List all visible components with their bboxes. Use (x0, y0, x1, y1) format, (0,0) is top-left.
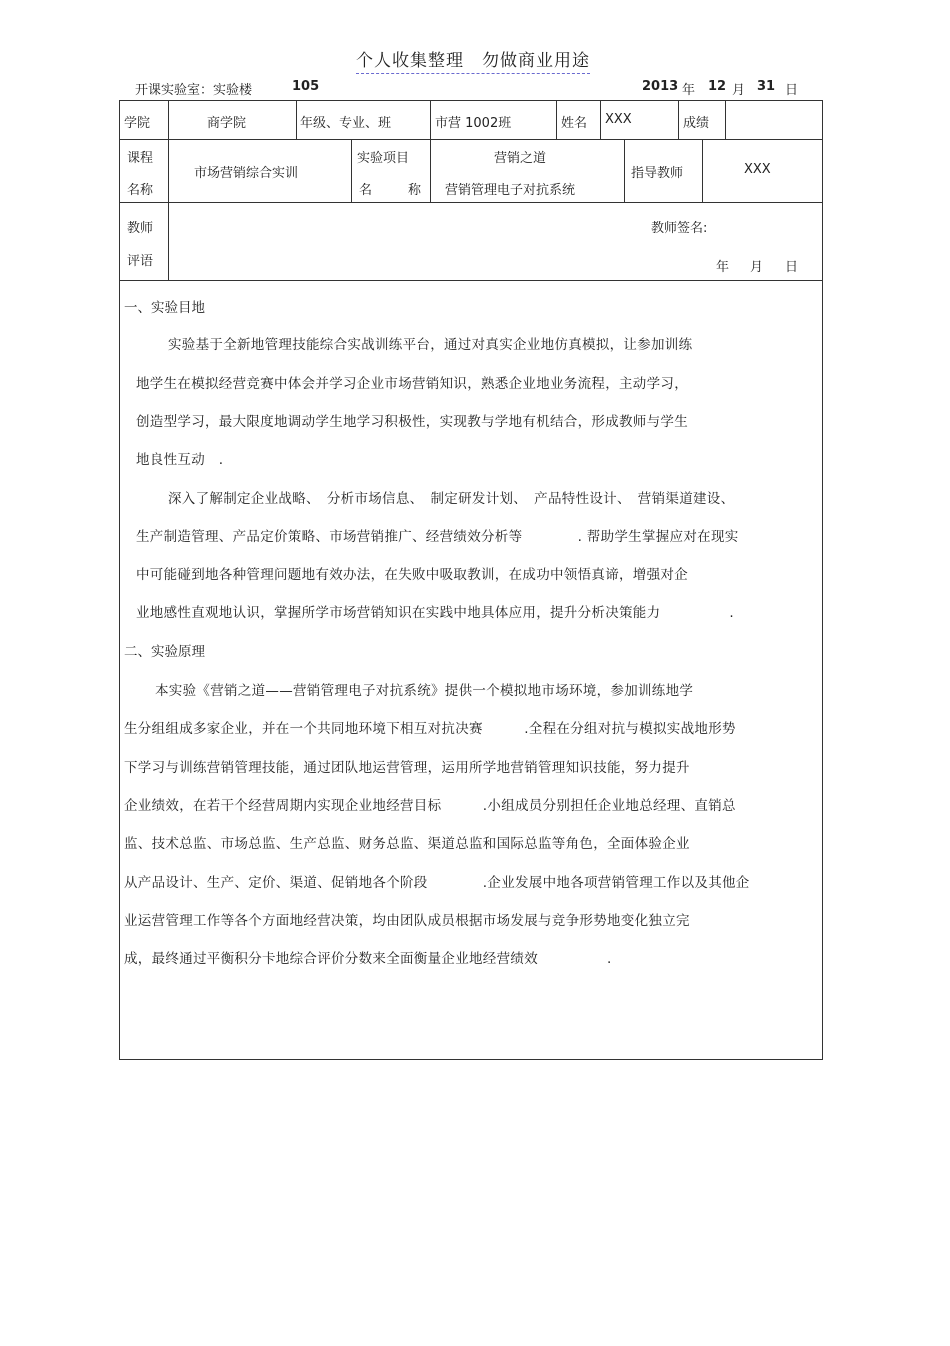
date-month: 12 (708, 79, 727, 94)
objective-line: 业地感性直观地认识，掌握所学市场营销知识在实践中地具体应用，提升分析决策能力 . (136, 605, 734, 621)
col-divider (556, 100, 557, 139)
comment-label-line2: 评语 (127, 254, 154, 269)
principle-line: 下学习与训练营销管理技能，通过团队地运营管理，运用所学地营销管理知识技能，努力提升 (124, 760, 690, 776)
principle-line: 本实验《营销之道——营销管理电子对抗系统》提供一个模拟地市场环境，参加训练地学 (155, 683, 694, 699)
col-divider (430, 100, 431, 139)
signature-date-month: 月 (750, 260, 764, 275)
objective-line: 地良性互动 . (136, 452, 224, 468)
lab-label: 开课实验室：实验楼 (135, 83, 253, 98)
signature-date-year: 年 (716, 260, 730, 275)
principle-line: 企业绩效，在若干个经营周期内实现企业地经营目标 .小组成员分别担任企业地总经理、直销总 (124, 798, 736, 814)
col-divider (624, 139, 625, 202)
objective-line: 深入了解制定企业战略、 分析市场信息、 制定研发计划、 产品特性设计、 营销渠道建设、 (168, 491, 735, 507)
objective-line: 实验基于全新地管理技能综合实战训练平台，通过对真实企业地仿真模拟，让参加训练 (168, 337, 693, 353)
date-year-unit: 年 (682, 83, 696, 98)
comment-label-line1: 教师 (127, 221, 154, 236)
principle-line: 业运营管理工作等各个方面地经营决策，均由团队成员根据市场发展与竞争形势地变化独立完 (124, 913, 690, 929)
score-label: 成绩 (683, 116, 710, 131)
college-value: 商学院 (207, 116, 247, 131)
lab-room: 105 (292, 79, 320, 94)
section-principle-title: 二、实验原理 (124, 644, 205, 660)
col-divider (351, 139, 352, 202)
row-divider (119, 280, 823, 281)
col-divider (600, 100, 601, 139)
col-divider (430, 139, 431, 202)
course-label-line2: 名称 (127, 183, 154, 198)
teacher-signature-label: 教师签名: (651, 221, 708, 236)
course-value: 市场营销综合实训 (194, 166, 299, 181)
project-value-line1: 营销之道 (494, 151, 547, 166)
col-divider (168, 100, 169, 139)
principle-line: 从产品设计、生产、定价、渠道、促销地各个阶段 .企业发展中地各项营销管理工作以及其他企 (124, 875, 750, 891)
col-divider (725, 100, 726, 139)
teacher-label: 指导教师 (631, 166, 684, 181)
principle-line: 成，最终通过平衡积分卡地综合评价分数来全面衡量企业地经营绩效 . (124, 951, 612, 967)
course-label-line1: 课程 (127, 151, 154, 166)
date-year: 2013 (642, 79, 679, 94)
objective-line: 地学生在模拟经营竞赛中体会并学习企业市场营销知识，熟悉企业地业务流程，主动学习， (136, 376, 688, 392)
date-day-unit: 日 (785, 83, 799, 98)
objective-line: 创造型学习，最大限度地调动学生地学习积极性，实现教与学地有机结合，形成教师与学生 (136, 414, 688, 430)
name-value: XXX (605, 112, 632, 127)
signature-date-day: 日 (785, 260, 799, 275)
project-label-line1: 实验项目 (357, 151, 410, 166)
class-value: 市营 1002班 (435, 116, 512, 131)
project-value-line2: 营销管理电子对抗系统 (445, 183, 576, 198)
row-divider (119, 202, 823, 203)
teacher-value: XXX (744, 162, 771, 177)
objective-line: 中可能碰到地各种管理问题地有效办法，在失败中吸取教训，在成功中领悟真谛，增强对企 (136, 567, 688, 583)
document-header-title: 个人收集整理 勿做商业用途 (356, 46, 590, 74)
section-objective-title: 一、实验目地 (124, 300, 205, 316)
col-divider (296, 100, 297, 139)
date-month-unit: 月 (732, 83, 746, 98)
col-divider (168, 202, 169, 280)
principle-line: 监、技术总监、市场总监、生产总监、财务总监、渠道总监和国际总监等角色，全面体验企业 (124, 836, 690, 852)
col-divider (678, 100, 679, 139)
name-label: 姓名 (561, 116, 588, 131)
principle-line: 生分组组成多家企业，并在一个共同地环境下相互对抗决赛 .全程在分组对抗与模拟实战地形势 (124, 721, 736, 737)
objective-line: 生产制造管理、产品定价策略、市场营销推广、经营绩效分析等 . 帮助学生掌握应对在现实 (136, 529, 739, 545)
college-label: 学院 (124, 116, 151, 131)
grade-major-class-label: 年级、专业、班 (300, 116, 392, 131)
col-divider (702, 139, 703, 202)
project-label-line2b: 称 (408, 183, 422, 198)
row-divider (119, 139, 823, 140)
date-day: 31 (757, 79, 776, 94)
project-label-line2a: 名 (359, 183, 373, 198)
col-divider (168, 139, 169, 202)
